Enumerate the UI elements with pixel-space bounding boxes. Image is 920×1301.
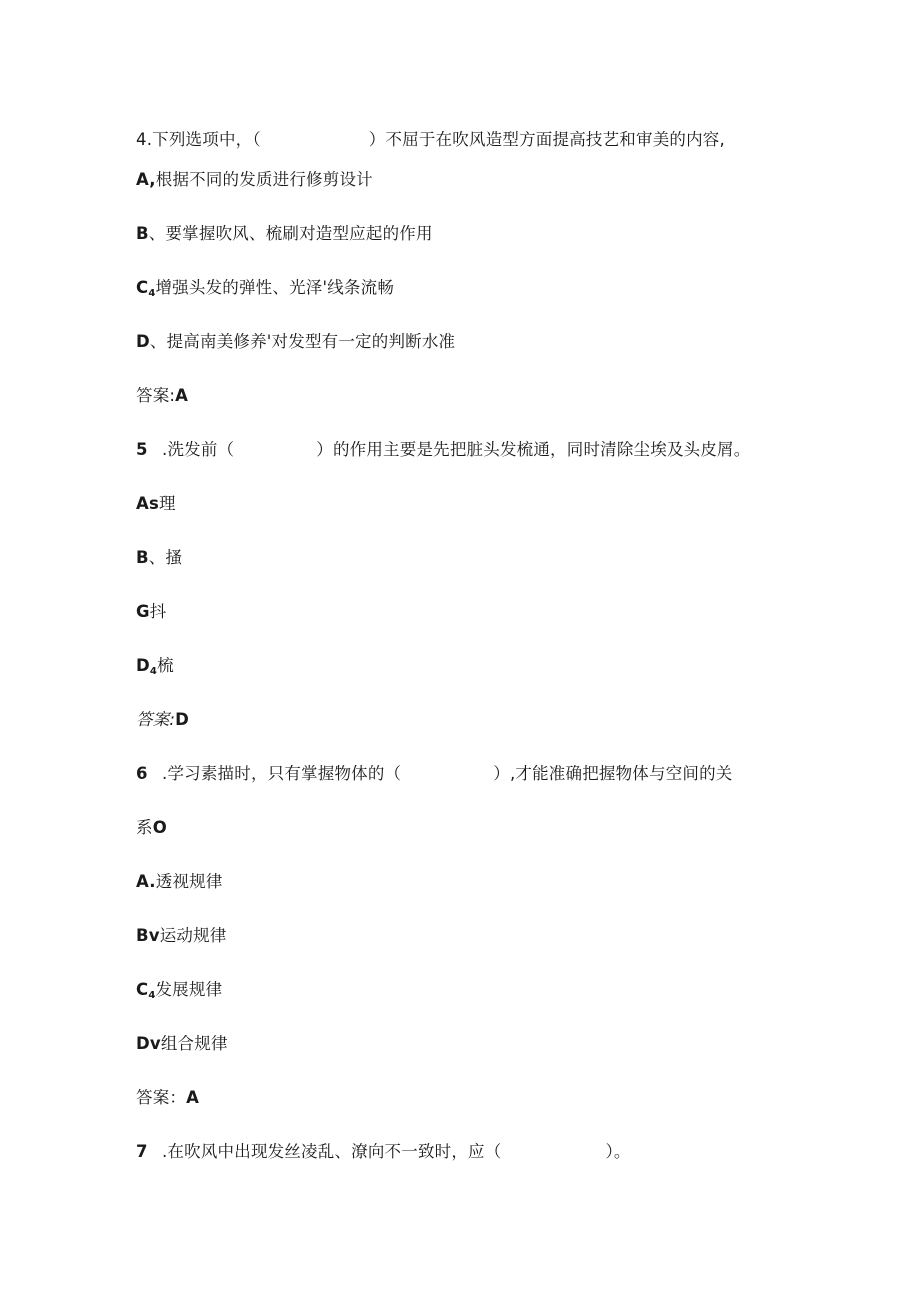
question-4-option-d — [136, 331, 455, 353]
question-5-answer — [136, 709, 189, 731]
option-letter: D — [136, 332, 150, 351]
option-letter: G — [136, 602, 150, 621]
question-6-option-b — [136, 925, 227, 947]
question-5-option-d — [136, 655, 174, 683]
option-text: 抖 — [149, 602, 167, 621]
answer-label: 答案: — [136, 710, 176, 729]
option-text: 、提高南美修养'对发型有一定的判断水准 — [149, 332, 456, 351]
option-text: 、搔 — [148, 548, 183, 567]
option-text: 组合规律 — [160, 1034, 228, 1053]
question-5-option-b — [136, 547, 182, 569]
question-5-stem-part-2: ）的作用主要是先把脏头发梳通，同时清除尘埃及头皮屑。 — [316, 440, 751, 459]
stem-continuation: 系 — [136, 818, 153, 837]
question-4-answer — [136, 385, 188, 407]
question-number: 6 — [136, 764, 148, 783]
option-letter: B — [136, 548, 149, 567]
question-7-stem — [136, 1141, 631, 1163]
stem-continuation-symbol: O — [152, 818, 167, 837]
question-7-stem-part-1: .在吹风中出现发丝凌乱、潦向不一致时，应（ — [162, 1142, 502, 1161]
option-text: 增强头发的弹性、光泽'线条流畅 — [155, 278, 395, 297]
option-letter: A. — [136, 872, 156, 891]
question-4-stem-part-2: ）不屈于在吹风造型方面提高技艺和审美的内容, — [368, 130, 725, 149]
question-number: 5 — [136, 440, 148, 459]
question-5-stem — [136, 439, 750, 461]
answer-label: 答案： — [136, 1088, 187, 1107]
question-6-stem — [136, 763, 733, 785]
question-number: 7 — [136, 1142, 148, 1161]
answer-label: 答案: — [136, 386, 176, 405]
option-letter: B — [136, 224, 149, 243]
question-4-option-a — [136, 169, 373, 191]
option-letter: Bv — [136, 926, 160, 945]
question-4-option-c — [136, 277, 394, 305]
question-6-stem-part-2: ）,才能准确把握物体与空间的关 — [493, 764, 733, 783]
option-text: 发展规律 — [155, 980, 223, 999]
option-letter: C — [136, 980, 149, 999]
answer-value: A — [186, 1088, 200, 1107]
question-6-stem-continued — [136, 817, 167, 839]
question-4-stem-part-1: 4.下列选项中，（ — [136, 130, 261, 149]
question-4-option-b — [136, 223, 433, 245]
option-text: 运动规律 — [159, 926, 227, 945]
answer-value: A — [175, 386, 189, 405]
option-subscript: 4 — [148, 990, 156, 1001]
question-6-option-d — [136, 1033, 228, 1055]
option-text: 透视规律 — [155, 872, 223, 891]
option-letter: C — [136, 278, 149, 297]
option-subscript: 4 — [149, 666, 158, 677]
option-letter: D — [136, 656, 150, 675]
option-letter: A, — [136, 170, 156, 189]
option-subscript: 4 — [148, 288, 156, 299]
question-4-stem — [136, 129, 725, 151]
question-5-stem-part-1: .洗发前（ — [162, 440, 235, 459]
option-text: 梳 — [157, 656, 174, 675]
question-6-option-a — [136, 871, 223, 893]
question-5-option-a — [136, 493, 176, 515]
option-letter: Dv — [136, 1034, 161, 1053]
answer-value: D — [175, 710, 190, 729]
option-letter: As — [136, 494, 159, 513]
question-6-answer — [136, 1087, 199, 1109]
question-6-stem-part-1: .学习素描时，只有掌握物体的（ — [162, 764, 402, 783]
option-text: 根据不同的发质进行修剪设计 — [155, 170, 373, 189]
option-text: 理 — [159, 494, 176, 513]
question-6-option-c — [136, 979, 222, 1007]
question-7-stem-part-2: ）。 — [605, 1142, 631, 1161]
question-5-option-c — [136, 601, 166, 623]
option-text: 、要掌握吹风、梳刷对造型应起的作用 — [148, 224, 433, 243]
